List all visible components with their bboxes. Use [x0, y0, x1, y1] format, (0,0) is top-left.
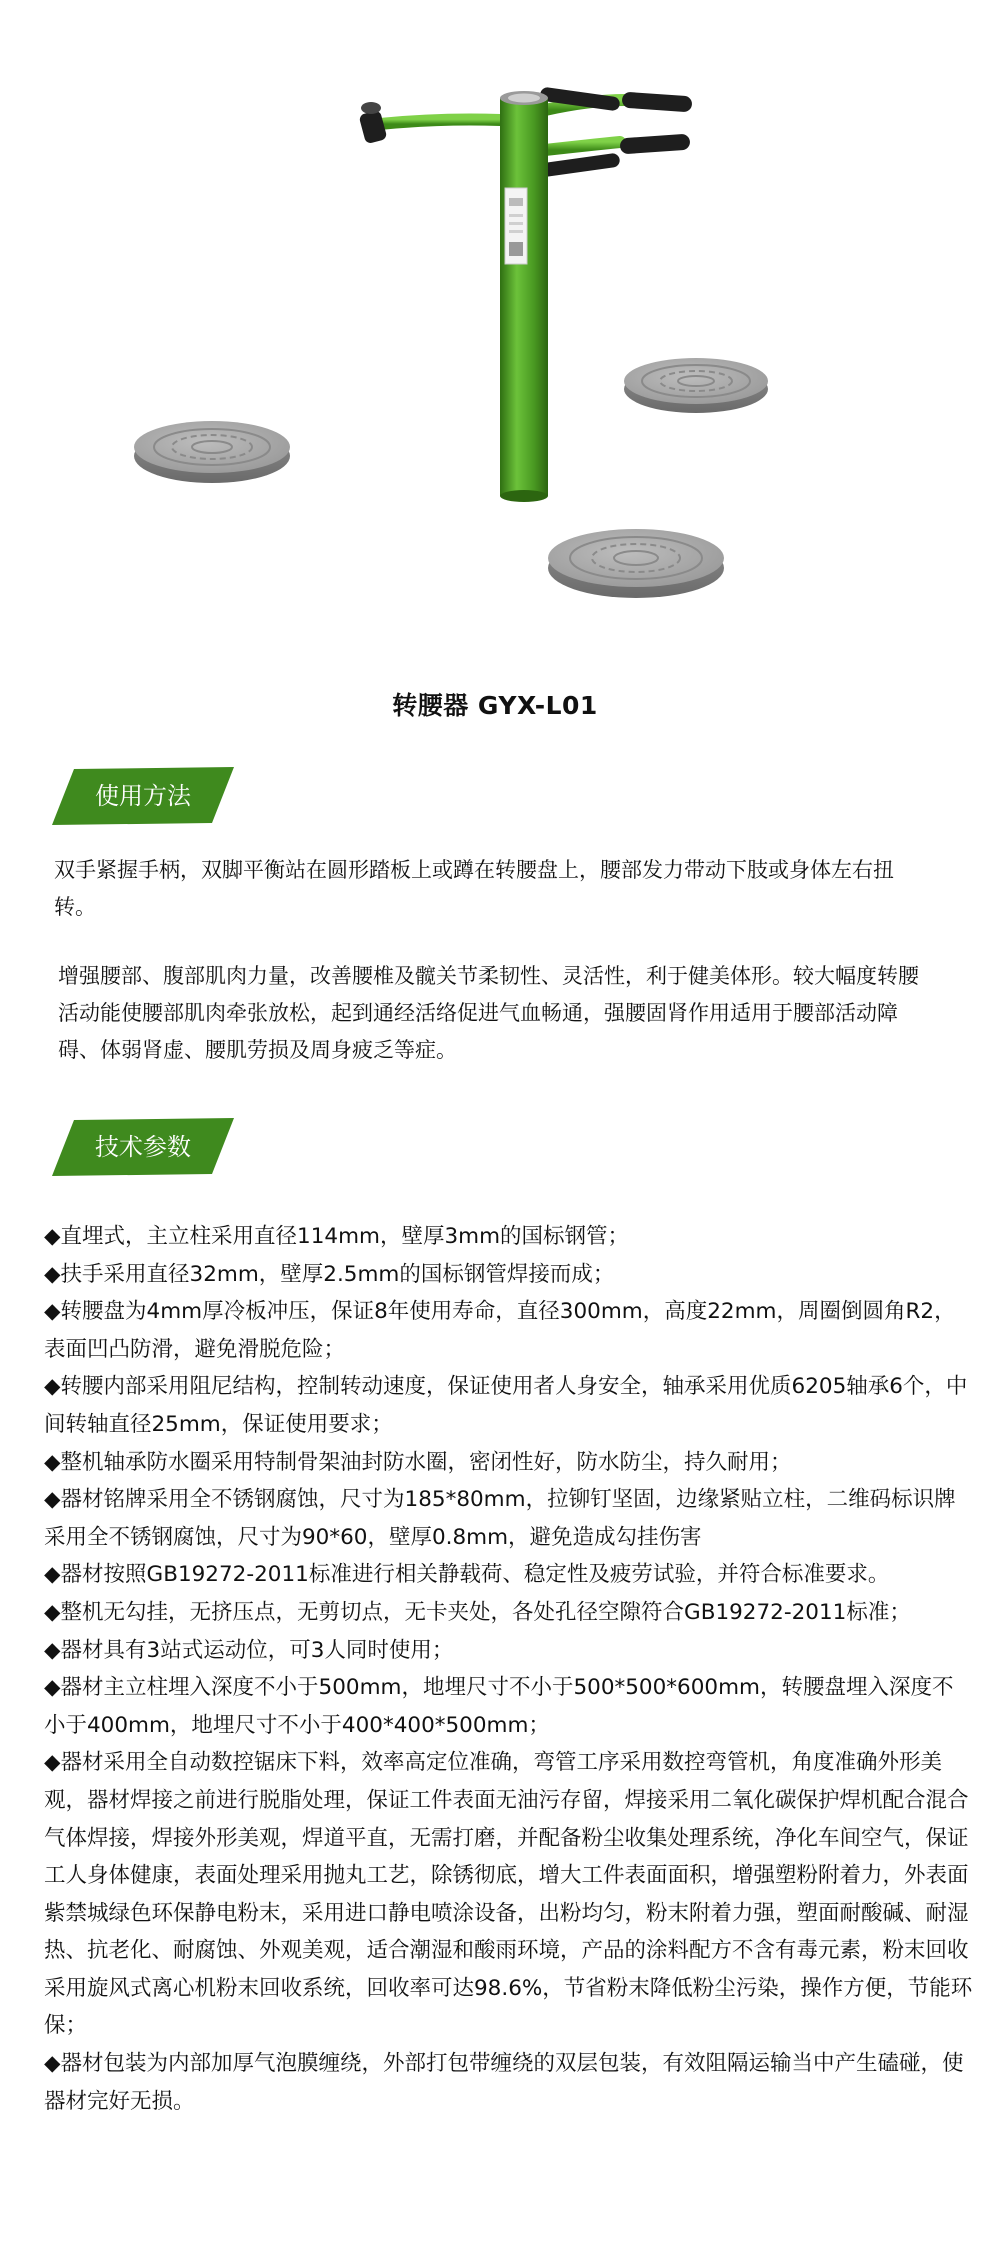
spec-item: ◆扶手采用直径32mm，壁厚2.5mm的国标钢管焊接而成； [44, 1261, 615, 1287]
usage-instructions: 双手紧握手柄，双脚平衡站在圆形踏板上或蹲在转腰盘上，腰部发力带动下肢或身体左右扭转。 [54, 858, 894, 919]
spec-item: ◆器材包装为内部加厚气泡膜缠绕，外部打包带缠绕的双层包装，有效阻隔运输当中产生磕碰，使器材完好无损。 [44, 2051, 964, 2114]
usage-benefits: 增强腰部、腹部肌肉力量，改善腰椎及髋关节柔韧性、灵活性，利于健美体形。较大幅度转腰活动能使腰部肌肉牵张放松，起到通经活络促进气血畅通，强腰固肾作用适用于腰部活动障碍、体弱肾虚、腰肌劳损及周身疲乏等症。 [58, 964, 919, 1062]
spec-item: ◆器材主立柱埋入深度不小于500mm，地埋尺寸不小于500*500*600mm，转腰盘埋入深度不小于400mm，地埋尺寸不小于400*400*500mm； [44, 1675, 954, 1738]
spec-item: ◆直埋式，主立柱采用直径114mm，壁厚3mm的国标钢管； [44, 1224, 630, 1249]
product-image [0, 0, 990, 660]
twist-disc-front [548, 529, 724, 598]
main-post [500, 91, 548, 502]
section-tab-usage [52, 767, 234, 825]
spec-item: ◆器材按照GB19272-2011标准进行相关静载荷、稳定性及疲劳试验，并符合标准要求。 [44, 1562, 890, 1588]
waist-twister-illustration [0, 0, 990, 660]
section-label-usage: 使用方法 [95, 782, 191, 810]
twist-disc-right [624, 358, 768, 413]
spec-item: ◆整机轴承防水圈采用特制骨架油封防水圈，密闭性好，防水防尘，持久耐用； [44, 1449, 792, 1475]
spec-item: ◆器材具有3站式运动位，可3人同时使用； [44, 1637, 454, 1663]
spec-item: ◆转腰盘为4mm厚冷板冲压，保证8年使用寿命，直径300mm，高度22mm，周圈倒圆角R2，表面凹凸防滑，避免滑脱危险； [44, 1299, 956, 1362]
product-title: 转腰器 GYX-L01 [392, 691, 598, 720]
section-label-specs: 技术参数 [95, 1133, 191, 1161]
spec-item: ◆整机无勾挂，无挤压点，无剪切点，无卡夹处，各处孔径空隙符合GB19272-2011标准； [44, 1599, 911, 1625]
twist-disc-left [134, 421, 290, 483]
section-tab-specs [52, 1118, 234, 1176]
spec-list [44, 1218, 974, 2120]
spec-item: ◆器材铭牌采用全不锈钢腐蚀，尺寸为185*80mm，拉铆钉坚固，边缘紧贴立柱，二维码标识牌采用全不锈钢腐蚀，尺寸为90*60，壁厚0.8mm，避免造成勾挂伤害 [44, 1487, 956, 1550]
spec-item: ◆转腰内部采用阻尼结构，控制转动速度，保证使用者人身安全，轴承采用优质6205轴承6个，中间转轴直径25mm，保证使用要求； [44, 1374, 968, 1437]
spec-item: ◆器材采用全自动数控锯床下料，效率高定位准确，弯管工序采用数控弯管机，角度准确外形美观，器材焊接之前进行脱脂处理，保证工件表面无油污存留，焊接采用二氧化碳保护焊机配合混合气体焊接，焊接外形美观，焊道平直，无需打磨，并配备粉尘收集处理系统，净化车间空气，保证工人身体健康，表面处理采用抛丸工艺，除锈彻底，增大工件表面面积，增强塑粉附着力，外表面紫禁城绿色环保静电粉末，采用进口静电喷涂设备，出粉均匀，粉末附着力强，塑面耐酸碱、耐湿热、抗老化、耐腐蚀、外观美观，适合潮湿和酸雨环境，产品的涂料配方不含有毒元素，粉末回收采用旋风式离心机粉末回收系统，回收率可达98.6%，节省粉末降低粉尘污染，操作方便，节能环保； [44, 1750, 973, 2039]
